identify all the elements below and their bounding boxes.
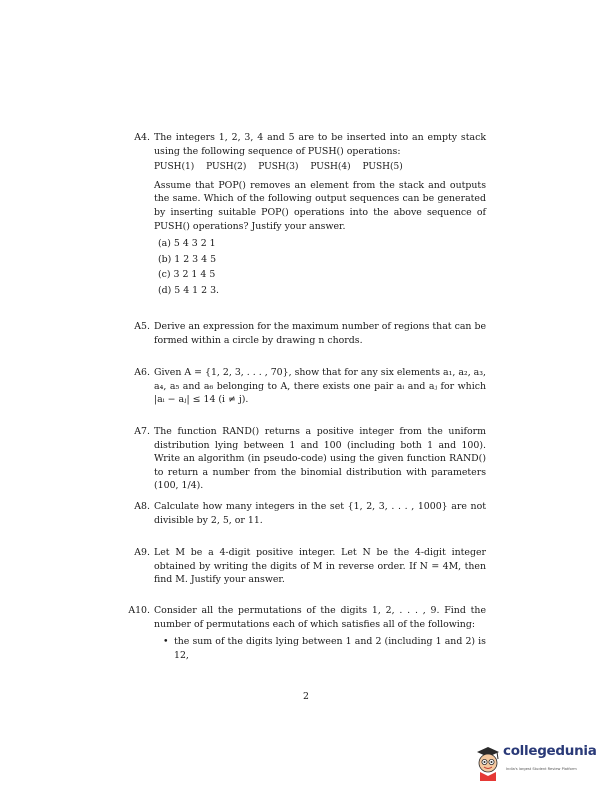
- problem-number: A6.: [134, 367, 150, 378]
- problem-a9: [128, 546, 486, 587]
- condition-list: [154, 635, 486, 662]
- problem-number: A5.: [134, 321, 150, 332]
- push-op: PUSH(2): [206, 162, 247, 173]
- answer-options: [158, 237, 486, 297]
- collegedunia-logo: [473, 743, 597, 783]
- push-op: PUSH(3): [258, 162, 299, 173]
- push-op: PUSH(4): [310, 162, 351, 173]
- problem-a4: [128, 131, 486, 300]
- problem-a7: [128, 425, 486, 493]
- problem-a10: [128, 604, 486, 662]
- problem-number: A10.: [128, 605, 150, 616]
- page-number: 2: [303, 691, 309, 702]
- problem-text: The function RAND() returns a positive integer from the uniform distribution lying between 1 and 100 (including both 1 and 100). Write an algorithm (in pseudo-code) using the given function RAND() to return a number from the binomial distribution with parameters (100, 1/4).: [154, 426, 486, 492]
- option-b: (b) 1 2 3 4 5: [158, 253, 217, 265]
- mascot-icon: [473, 743, 503, 783]
- logo-wordmark: collegedunia: [503, 743, 597, 759]
- condition-item: • the sum of the digits lying between 1 and 2 (including 1 and 2) is 12,: [174, 635, 486, 662]
- problem-text: Derive an expression for the maximum number of regions that can be formed within a circle by drawing n chords.: [154, 321, 486, 346]
- problem-text: The integers 1, 2, 3, 4 and 5 are to be inserted into an empty stack using the following sequence of PUSH() operations:: [154, 132, 486, 157]
- problem-text: Consider all the permutations of the digits 1, 2, . . . , 9. Find the number of permutations each of which satisfies all of the following:: [154, 605, 486, 630]
- problem-a5: [128, 320, 486, 347]
- problem-number: A7.: [134, 426, 150, 437]
- problem-a8: [128, 500, 486, 527]
- problem-number: A9.: [134, 547, 150, 558]
- option-d: (d) 5 4 1 2 3.: [158, 284, 220, 296]
- option-c: (c) 3 2 1 4 5: [158, 269, 216, 281]
- push-op: PUSH(5): [362, 162, 403, 173]
- logo-tagline: India's largest Student Review Platform: [506, 767, 577, 771]
- push-operations: [154, 161, 486, 175]
- problem-number: A4.: [134, 132, 150, 143]
- problem-number: A8.: [134, 501, 150, 512]
- option-a: (a) 5 4 3 2 1: [158, 238, 216, 250]
- problem-text: Let M be a 4-digit positive integer. Let N be the 4-digit integer obtained by writing the digits of M in reverse order. If N = 4M, then find M. Justify your answer.: [154, 547, 486, 586]
- problem-text: Calculate how many integers in the set {1, 2, 3, . . . , 1000} are not divisible by 2, 5, or 11.: [154, 501, 486, 526]
- push-op: PUSH(1): [154, 162, 195, 173]
- problem-text: Assume that POP() removes an element from the stack and outputs the same. Which of the following output sequences can be generated by inserting suitable POP() operations into the above sequence of PUSH() operations? Justify your answer.: [154, 179, 486, 232]
- problem-text: Given A = {1, 2, 3, . . . , 70}, show that for any six elements a₁, a₂, a₃, a₄, a₅ and a₆ belonging to A, there exists one pair aᵢ and aⱼ for which |aᵢ − aⱼ| ≤ 14 (i ≠ j).: [154, 367, 486, 406]
- problem-a6: [128, 366, 486, 407]
